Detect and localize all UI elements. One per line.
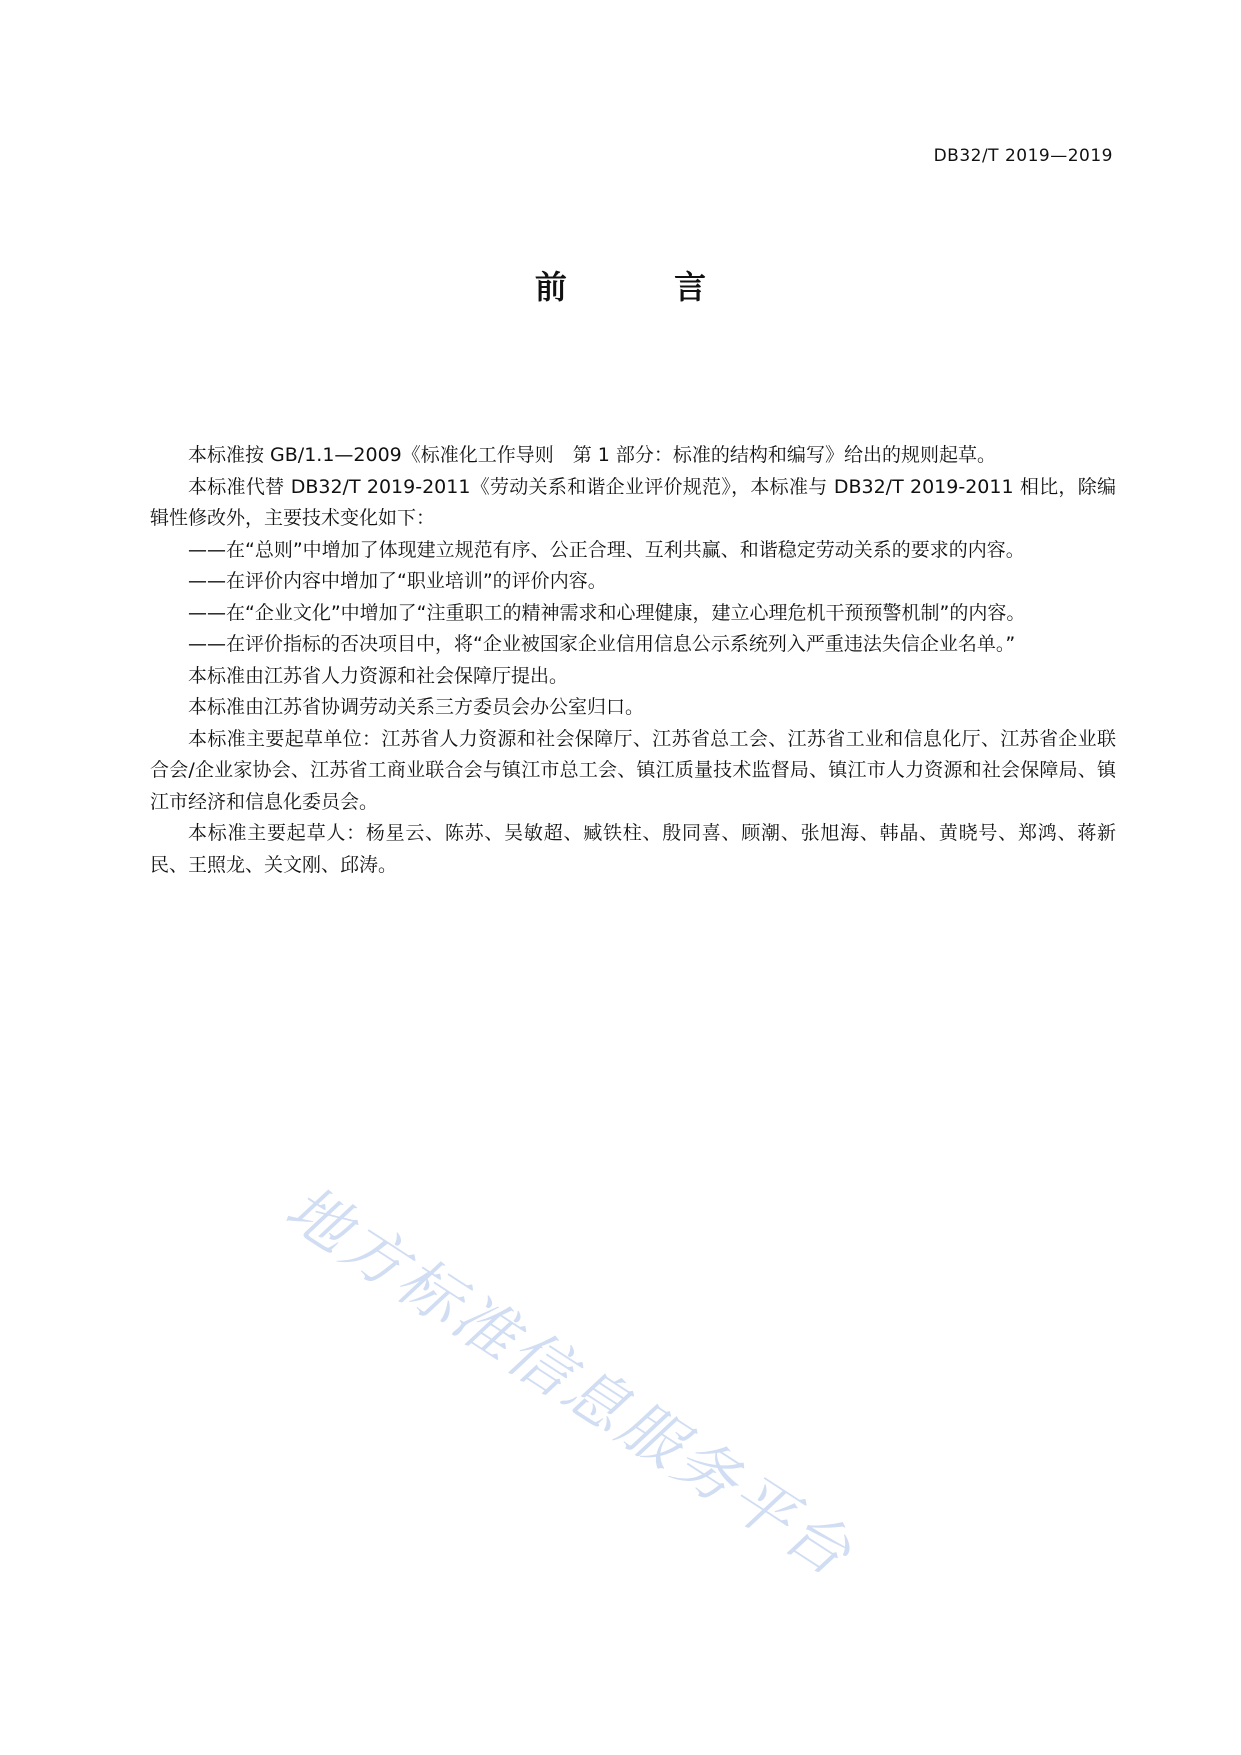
- paragraph-proposer: 本标准由江苏省人力资源和社会保障厅提出。: [188, 664, 569, 687]
- paragraph-drafting-units: 本标准主要起草单位：江苏省人力资源和社会保障厅、江苏省总工会、江苏省工业和信息化厅、江苏省企业联合会/企业家协会、江苏省工商业联合会与镇江市总工会、镇江质量技术监督局、镇江市人力资源和社会保障局、镇江市经济和信息化委员会。: [150, 727, 1116, 813]
- paragraph-drafters: 本标准主要起草人：杨星云、陈苏、吴敏超、臧铁柱、殷同喜、顾潮、张旭海、韩晶、黄晓号、郑鸿、蒋新民、王照龙、关文刚、邱涛。: [150, 822, 1116, 876]
- paragraph-administrator: 本标准由江苏省协调劳动关系三方委员会办公室归口。: [188, 696, 645, 718]
- paragraph-change-general: ——在“总则”中增加了体现建立规范有序、公正合理、互利共赢、和谐稳定劳动关系的要求的内容。: [188, 538, 1025, 561]
- paragraph-change-veto: ——在评价指标的否决项目中，将“企业被国家企业信用信息公示系统列入严重违法失信企业名单。”: [188, 633, 1016, 655]
- foreword-body: [150, 440, 1116, 881]
- paragraph-drafting-rules: 本标准按 GB/1.1—2009《标准化工作导则 第 1 部分：标准的结构和编写》给出的规则起草。: [188, 444, 996, 466]
- document-code: DB32/T 2019—2019: [933, 146, 1113, 166]
- watermark: 地方标准信息服务平台: [273, 1170, 867, 1592]
- page-title: 前 言: [534, 268, 755, 306]
- paragraph-replacement: 本标准代替 DB32/T 2019-2011《劳动关系和谐企业评价规范》，本标准与 DB32/T 2019-2011 相比，除编辑性修改外，主要技术变化如下：: [150, 475, 1116, 529]
- paragraph-change-culture: ——在“企业文化”中增加了“注重职工的精神需求和心理健康，建立心理危机干预预警机制”的内容。: [188, 601, 1026, 624]
- paragraph-change-training: ——在评价内容中增加了“职业培训”的评价内容。: [188, 570, 607, 592]
